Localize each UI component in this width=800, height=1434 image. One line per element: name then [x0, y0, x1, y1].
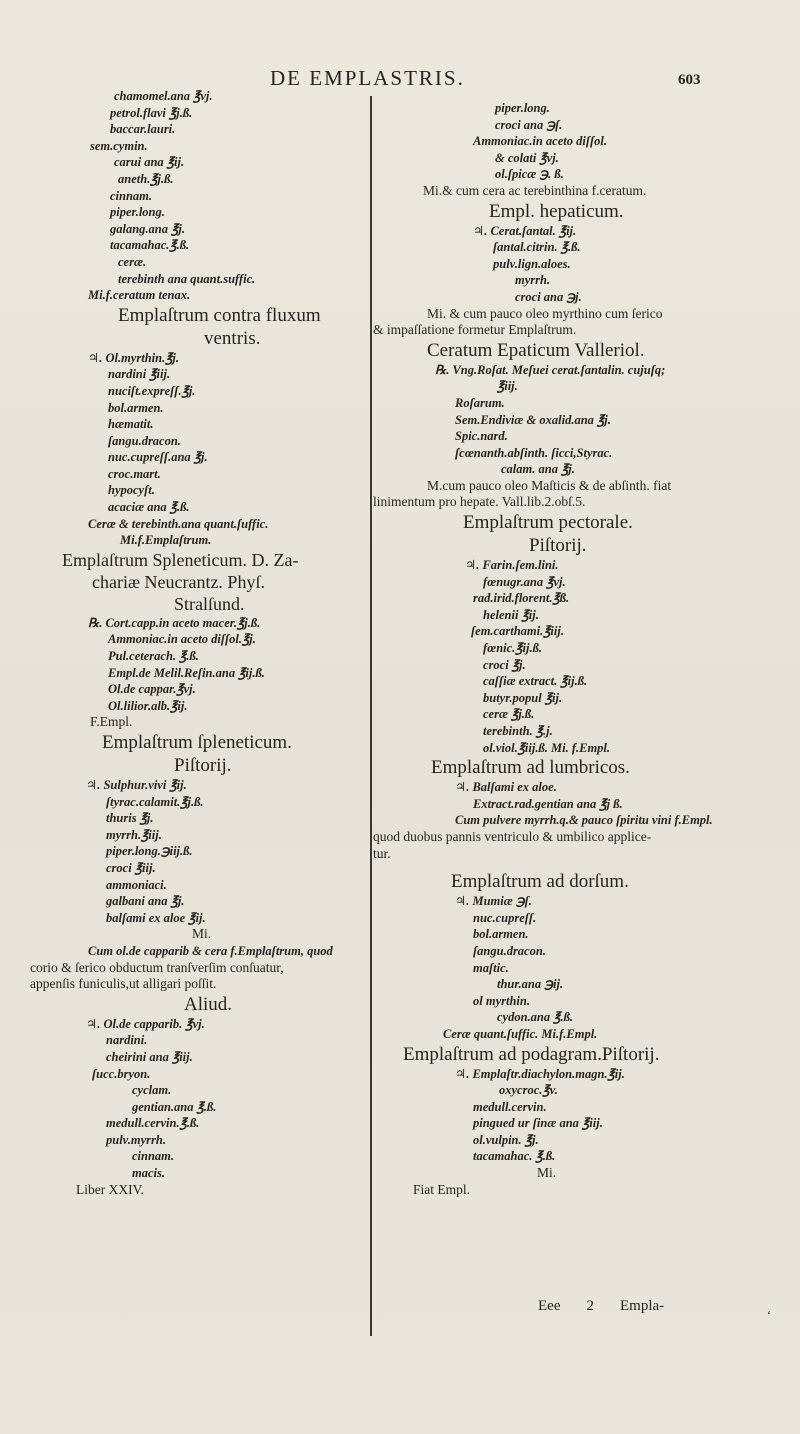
text-line: croci ℥iij.: [106, 860, 156, 875]
text-line: butyr.popul ℥ij.: [483, 690, 563, 705]
text-line: myrrh.℥iij.: [106, 827, 162, 842]
text-line: Cum pulvere myrrh.q.& pauco ſpiritu vini f.Empl.: [455, 813, 713, 828]
text-line: Liber XXIV.: [76, 1181, 144, 1197]
text-line: ſangu.dracon.: [473, 943, 546, 958]
text-line: piper.long.: [495, 101, 550, 115]
text-line: carui ana ℥ij.: [114, 155, 185, 170]
text-line: nuc.cupreſſ.: [473, 910, 537, 925]
footer: [538, 1298, 690, 1315]
text-line: Emplaſtrum Spleneticum. D. Za-: [62, 549, 299, 570]
text-line: ammoniaci.: [106, 877, 167, 892]
text-line: pulv.lign.aloes.: [493, 256, 571, 271]
text-line: ol.ſpicæ ℈. ß.: [495, 167, 564, 182]
text-line: terebinth. ℥.j.: [483, 724, 553, 738]
text-line: baccar.lauri.: [110, 122, 176, 137]
text-line: piper.long.℈iij.ß.: [106, 844, 193, 859]
text-line: cinnam.: [110, 188, 153, 203]
signature-mark: Eee: [538, 1298, 561, 1314]
text-line: Ammoniac.in aceto diſſol.: [473, 134, 608, 149]
text-line: croci ana ℈j.: [515, 289, 582, 304]
text-line: bol.armen.: [473, 927, 529, 942]
text-line: Ceræ quant.ſuffic. Mi.f.Empl.: [443, 1026, 598, 1041]
text-line: ol.viol.℥iij.ß. Mi. f.Empl.: [483, 740, 611, 755]
text-line: nardini ℥iij.: [108, 367, 171, 382]
text-line: quod duobus pannis ventriculo & umbilico applice-: [373, 828, 652, 844]
text-line: ventris.: [204, 327, 261, 349]
text-line: ol myrthin.: [473, 993, 530, 1008]
text-line: Mi.& cum cera ac terebinthina f.ceratum.: [423, 182, 647, 198]
text-line: Cum ol.de capparib & cera f.Emplaſtrum, quod: [88, 943, 333, 958]
text-line: Pul.ceterach. ℥.ß.: [108, 649, 199, 664]
text-line: bol.armen.: [108, 400, 164, 415]
text-line: ♃. Balſami ex aloe.: [455, 780, 557, 795]
text-line: ſantal.citrin. ℥.ß.: [493, 240, 581, 255]
text-line: ol.vulpin. ℥j.: [473, 1132, 539, 1147]
text-line: rad.irid.florent.℥ß.: [473, 591, 570, 606]
text-line: ℥iij.: [497, 379, 518, 394]
text-line: helenii ℥ij.: [483, 607, 539, 622]
text-line: hæmatit.: [108, 417, 154, 432]
catchword: Empla-: [619, 1298, 665, 1314]
text-line: Mi.: [537, 1165, 557, 1181]
text-line: ℞. Cort.capp.in aceto macer.℥j.ß.: [88, 615, 261, 630]
column-rule: [370, 96, 372, 1336]
text-line: Mi.f.ceratum tenax.: [88, 288, 191, 303]
text-line: Sem.Endiviæ & oxalid.ana ℥j.: [455, 412, 611, 427]
text-line: Fiat Empl.: [413, 1181, 470, 1197]
margin-mark: ʻ: [767, 1308, 771, 1322]
text-line: nardini.: [106, 1033, 148, 1048]
text-line: Emplaſtrum ſpleneticum.: [102, 732, 292, 753]
text-line: cheirini ana ℥iij.: [106, 1049, 193, 1064]
text-line: M.cum pauco oleo Maſticis & de abſinth. fiat: [427, 477, 672, 493]
page-number: 603: [678, 72, 701, 88]
signature-number: 2: [586, 1298, 594, 1314]
text-line: ♃. Mumiæ ℈ſ.: [455, 894, 532, 909]
text-line: Ammoniac.in aceto diſſol.℥j.: [108, 632, 256, 647]
text-line: ceræ ℥j.ß.: [483, 707, 535, 722]
text-line: Mi. & cum pauco oleo myrthino cum ſerico: [427, 305, 663, 321]
text-line: F.Empl.: [90, 714, 133, 730]
text-line: fœnic.℥ij.ß.: [483, 641, 542, 656]
text-line: Spic.nard.: [455, 429, 508, 444]
text-line: ♃. Ol.myrthin.℥j.: [88, 350, 180, 365]
text-line: & colati ℥vj.: [495, 150, 559, 165]
text-line: nuciſt.expreſſ.℥j.: [108, 383, 196, 398]
text-line: tur.: [373, 845, 391, 861]
text-line: macis.: [132, 1166, 165, 1181]
text-line: cinnam.: [132, 1149, 175, 1164]
text-line: Ol.lilior.alb.℥ij.: [108, 698, 188, 713]
text-line: chamomel.ana ℥vj.: [114, 89, 213, 103]
text-line: Extract.rad.gentian ana ℥j ß.: [473, 796, 623, 811]
text-line: Stralſund.: [174, 593, 245, 614]
text-line: nuc.cupreſſ.ana ℥j.: [108, 450, 208, 465]
text-line: pingued ur ſinæ ana ℥iij.: [473, 1116, 603, 1131]
text-line: ℞. Vng.Roſat. Meſuei cerat.ſantalin. cujuſq;: [435, 362, 666, 377]
text-line: ſem.carthami.℥iij.: [471, 624, 564, 639]
text-line: appenſis funiculis,ut alligari poſſit.: [30, 976, 217, 992]
text-line: Mi.: [192, 926, 212, 942]
right-column: [373, 100, 713, 1198]
text-line: medull.cervin.: [473, 1099, 547, 1114]
left-column: [30, 88, 362, 1198]
text-line: croci ana ℈ſ.: [495, 117, 563, 132]
text-line: ſtyrac.calamit.℥j.ß.: [106, 794, 204, 809]
text-line: Ol.de cappar.℥vj.: [108, 682, 196, 697]
text-line: ♃. Cerat.ſantal. ℥ij.: [473, 223, 577, 238]
text-line: ♃. Emplaſtr.diachylon.magn.℥ij.: [455, 1066, 625, 1081]
text-line: cydon.ana ℥.ß.: [497, 1010, 573, 1025]
text-line: chariæ Neucrantz. Phyſ.: [92, 571, 265, 592]
text-line: balſami ex aloe ℥ij.: [106, 910, 206, 925]
text-line: Mi.f.Emplaſtrum.: [120, 533, 212, 548]
text-line: pulv.myrrh.: [106, 1132, 166, 1147]
text-line: piper.long.: [110, 205, 165, 220]
text-line: Emplaſtrum ad lumbricos.: [431, 757, 630, 779]
text-line: galbani ana ℥j.: [106, 894, 185, 909]
text-line: linimentum pro hepate. Vall.lib.2.obſ.5.: [373, 494, 586, 510]
text-line: hypocyſt.: [108, 483, 155, 498]
text-line: Emplaſtrum ad dorſum.: [451, 871, 629, 893]
text-line: acaciæ ana ℥.ß.: [108, 500, 190, 515]
text-line: & impaſſatione formetur Emplaſtrum.: [373, 322, 577, 338]
text-line: ceræ.: [118, 254, 147, 269]
text-line: ♃. Sulphur.vivi ℥ij.: [86, 778, 187, 792]
text-line: Emplaſtrum contra fluxum: [118, 304, 321, 326]
text-line: Ceræ & terebinth.ana quant.ſuffic.: [88, 516, 269, 531]
text-line: caſſiæ extract. ℥ij.ß.: [483, 674, 588, 689]
text-line: [373, 862, 693, 870]
text-line: corio & ſerico obductum tranſverſim conſuatur,: [30, 959, 284, 975]
text-line: Empl.de Melil.Reſin.ana ℥ij.ß.: [108, 665, 265, 680]
text-line: Roſarum.: [455, 395, 505, 410]
text-line: thur.ana ℈ij.: [497, 977, 564, 992]
text-line: cyclam.: [132, 1083, 172, 1098]
text-line: oxycroc.℥v.: [499, 1083, 558, 1098]
text-line: croci ℥j.: [483, 657, 526, 672]
text-line: Ceratum Epaticum Valleriol.: [427, 339, 645, 361]
text-line: Emplaſtrum pectorale.: [463, 512, 633, 534]
text-line: myrrh.: [515, 273, 551, 288]
text-line: sem.cymin.: [90, 138, 148, 153]
text-line: gentian.ana ℥.ß.: [132, 1099, 217, 1114]
text-line: petrol.flavi ℥j.ß.: [110, 105, 193, 120]
text-line: fœnugr.ana ℥vj.: [483, 574, 566, 589]
text-line: aneth.℥j.ß.: [118, 171, 174, 186]
text-line: terebinth ana quant.suffic.: [118, 271, 256, 286]
text-line: Empl. hepaticum.: [489, 200, 624, 222]
text-line: tacamahac. ℥.ß.: [473, 1149, 556, 1164]
text-line: Emplaſtrum ad podagram.Piſtorij.: [403, 1043, 660, 1065]
text-line: calam. ana ℥j.: [501, 462, 575, 477]
running-header: DE EMPLASTRIS.: [270, 66, 465, 90]
text-line: ſucc.bryon.: [92, 1066, 151, 1081]
text-line: Aliud.: [184, 993, 233, 1015]
text-line: Piſtorij.: [529, 535, 587, 557]
text-line: ſangu.dracon.: [108, 433, 181, 448]
text-line: galang.ana ℥j.: [110, 221, 185, 236]
text-line: Piſtorij.: [174, 755, 232, 776]
text-line: ♃. Farin.ſem.lini.: [465, 558, 559, 573]
text-line: tacamahac.℥.ß.: [110, 238, 190, 253]
text-line: croc.mart.: [108, 466, 161, 481]
text-line: thuris ℥j.: [106, 811, 154, 826]
text-line: ♃. Ol.de capparib. ℥vj.: [86, 1016, 205, 1031]
text-line: maſtic.: [473, 960, 509, 975]
text-line: medull.cervin.℥.ß.: [106, 1116, 200, 1131]
text-line: ſcœnanth.abſinth. ſicci,Styrac.: [455, 445, 613, 460]
